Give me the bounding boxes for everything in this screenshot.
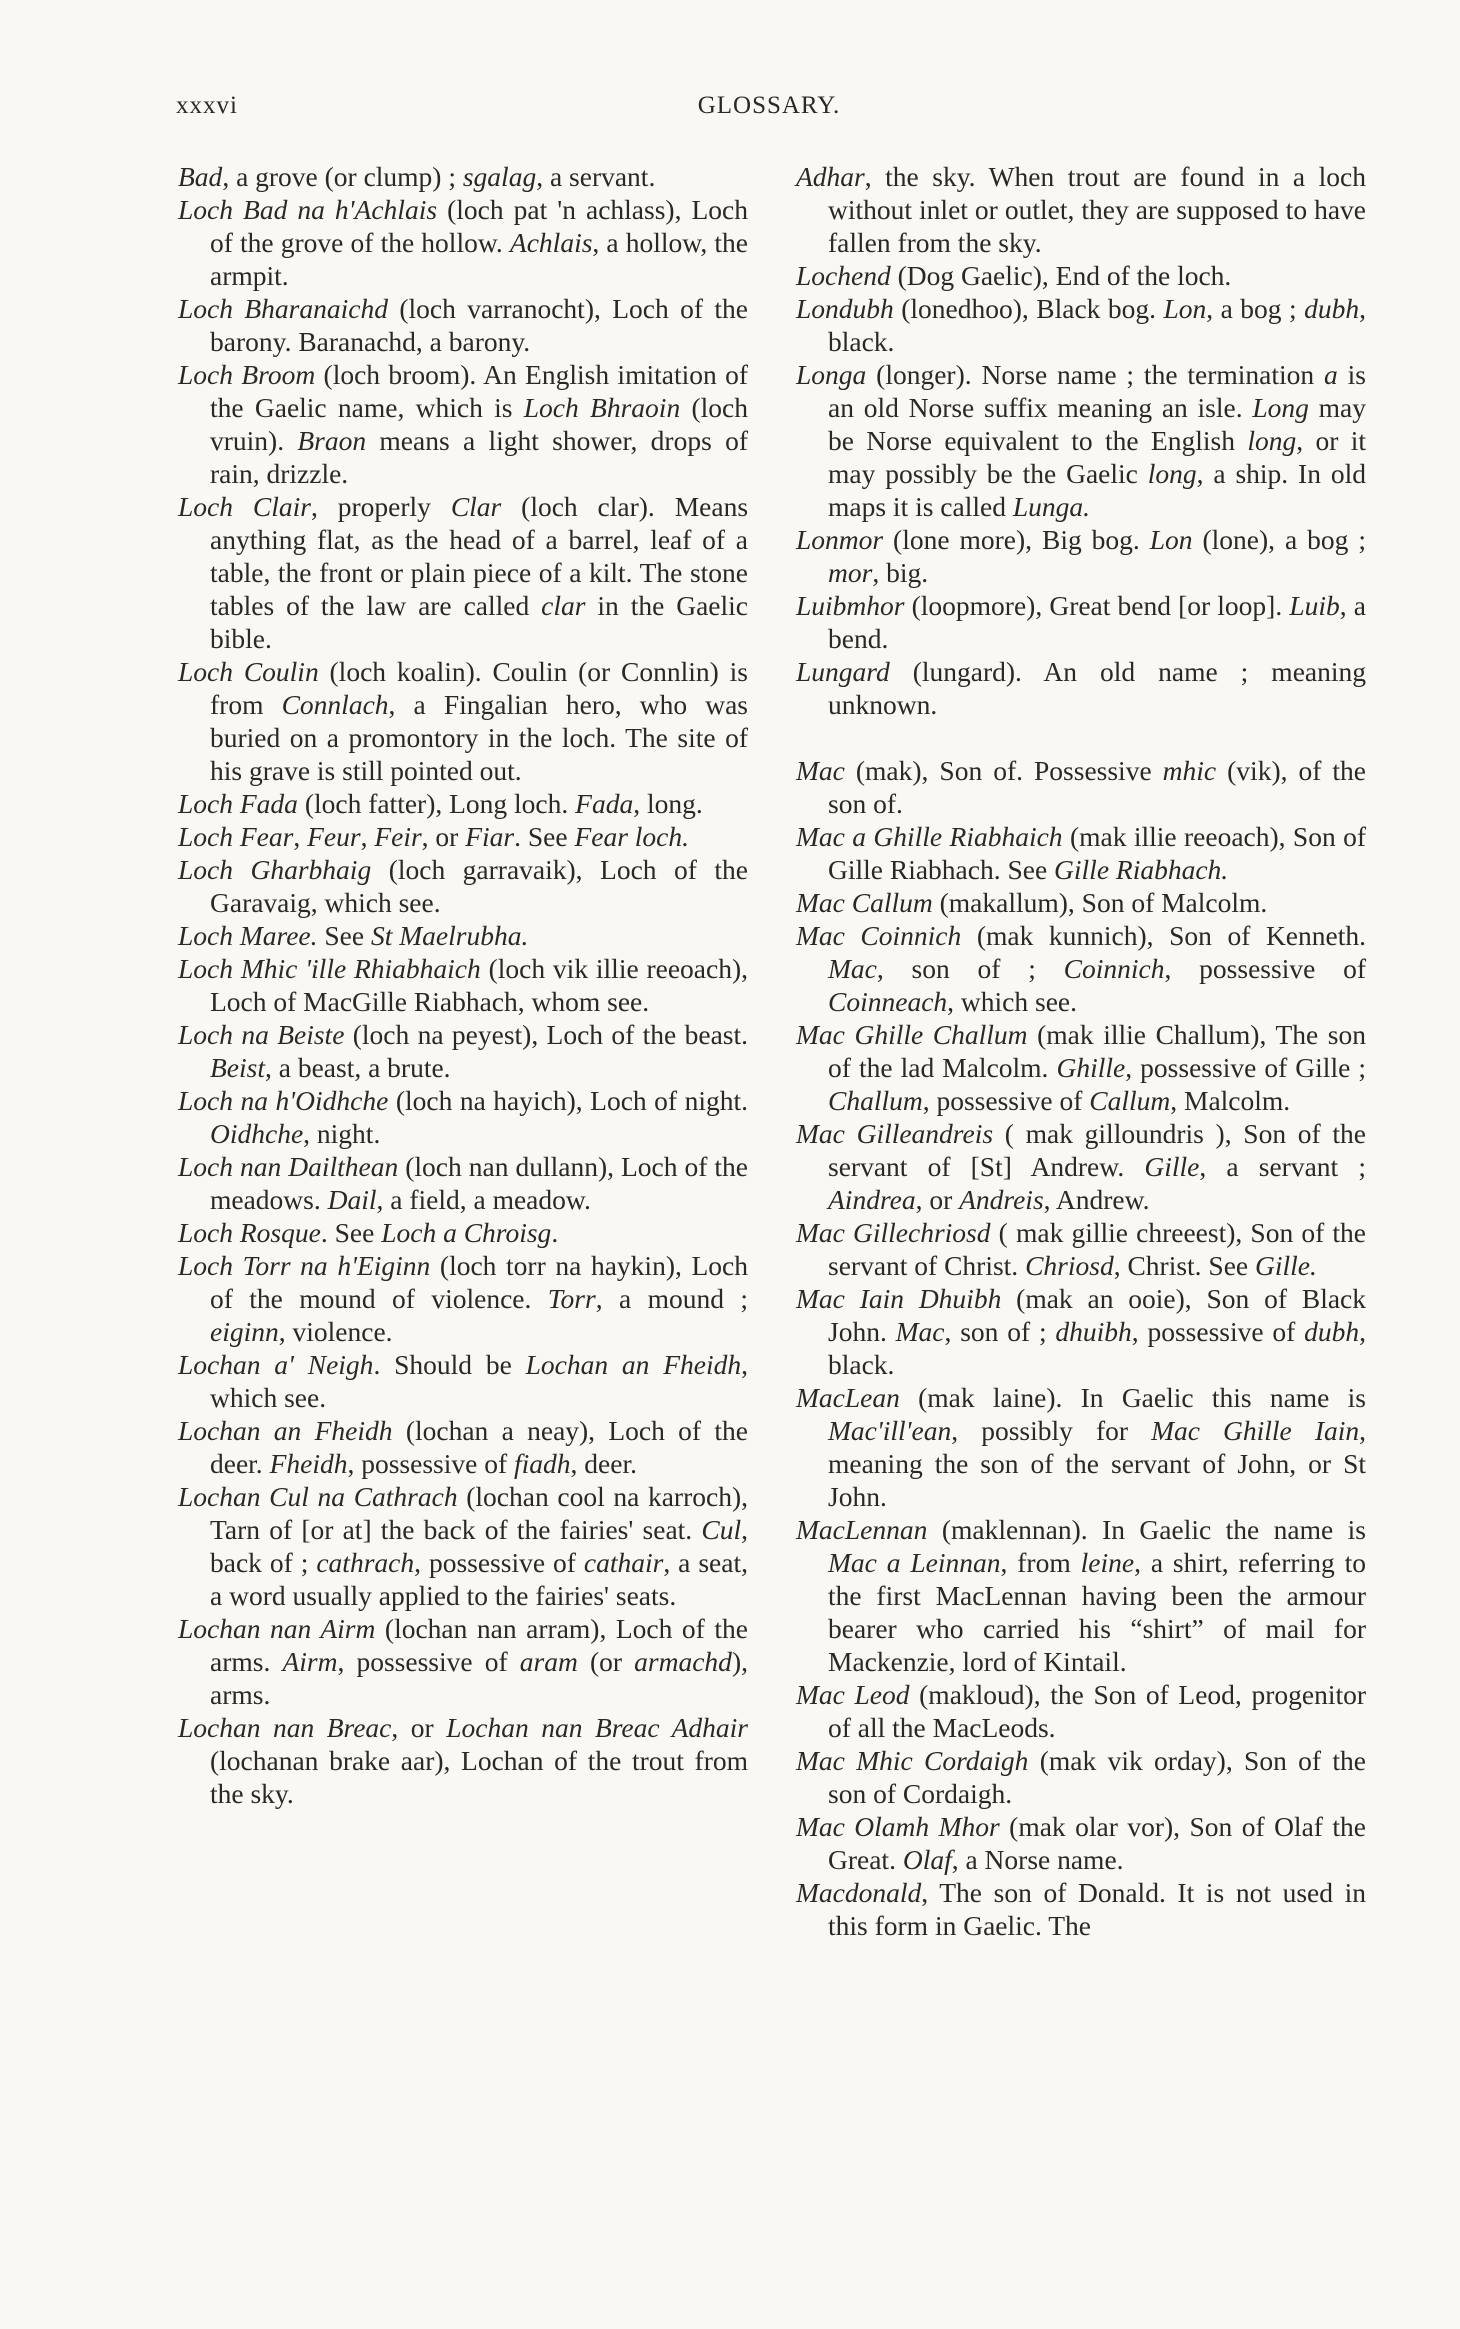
glossary-entry — [178, 952, 748, 1018]
entry-text: (or — [577, 1646, 635, 1677]
entry-text: (loch pat 'n achlass), Loch of the grove of the hollow. — [210, 194, 748, 258]
entry-text: , a Fingalian hero, who was buried on a promontory in the loch. The site of his grave is still pointed out. — [210, 689, 748, 786]
entry-term: Cul — [701, 1514, 742, 1545]
glossary-entry — [796, 160, 1366, 259]
entry-text: , which see. — [947, 986, 1077, 1017]
entry-term: Mac Gilleandreis — [796, 1118, 994, 1149]
entry-term: Loch na Beiste — [178, 1019, 345, 1050]
entry-term: Mac Olamh Mhor — [796, 1811, 1000, 1842]
glossary-entry — [178, 1612, 748, 1711]
entry-text: , possessive of — [347, 1448, 514, 1479]
entry-term: Mac Coinnich — [796, 920, 962, 951]
entry-text: . See — [320, 1217, 382, 1248]
entry-term: Aindrea — [828, 1184, 916, 1215]
entry-text: (lochanan brake aar), Lochan of the trout from the sky. — [210, 1745, 748, 1809]
entry-term: Loch Bad na h'Achlais — [178, 194, 438, 225]
entry-term: Achlais — [509, 227, 593, 258]
entry-term: Dail — [327, 1184, 377, 1215]
entry-text: (lochan a neay), Loch of the deer. — [210, 1415, 748, 1479]
glossary-entry — [796, 292, 1366, 358]
entry-text: (mak olar vor), Son of Olaf the Great. — [828, 1811, 1366, 1875]
entry-text: , a ship. In old maps it is called — [828, 458, 1366, 522]
entry-term: fiadh — [514, 1448, 571, 1479]
entry-term: Mac Ghille Iain — [1151, 1415, 1360, 1446]
entry-term: Mac'ill'ean — [828, 1415, 952, 1446]
entry-term: Loch Gharbhaig — [178, 854, 372, 885]
glossary-entry — [178, 292, 748, 358]
entry-text: means a light shower, drops of rain, drizzle. — [210, 425, 748, 489]
glossary-entry — [796, 1381, 1366, 1513]
entry-text: , a Norse name. — [951, 1844, 1124, 1875]
entry-term: Adhar — [796, 161, 865, 192]
entry-text: (loch fatter), Long loch. — [297, 788, 576, 819]
entry-text: , possibly for — [951, 1415, 1152, 1446]
entry-term: sgalag — [462, 161, 537, 192]
entry-term: cathrach — [316, 1547, 415, 1578]
glossary-entry — [796, 820, 1366, 886]
entry-text: (lone), a bog ; — [1192, 524, 1366, 555]
entry-term: Callum — [1089, 1085, 1171, 1116]
entry-text: (mak), Son of. Possessive — [844, 755, 1163, 786]
entry-term: Loch Mhic 'ille Rhiabhaich — [178, 953, 481, 984]
entry-term: Fheidh — [269, 1448, 348, 1479]
entry-term: MacLennan — [796, 1514, 928, 1545]
page-header — [176, 92, 1362, 126]
entry-text: (lochan cool na karroch), Tarn of [or at] the back of the fairies' seat. — [210, 1481, 748, 1545]
entry-term: Fear loch. — [574, 821, 690, 852]
glossary-entry — [178, 160, 748, 193]
entry-text: , or — [421, 821, 466, 852]
entry-term: Mac — [828, 953, 877, 984]
entry-text: , a grove (or clump) ; — [222, 161, 463, 192]
entry-term: Loch Bhraoin — [523, 392, 681, 423]
entry-text: (mak illie reeoach), Son of Gille Riabhach. See — [828, 821, 1366, 885]
entry-text: , — [360, 821, 375, 852]
entry-term: St Maelrubha. — [370, 920, 529, 951]
entry-term: Lochan nan Airm — [178, 1613, 376, 1644]
entry-term: Mac Gillechriosd — [796, 1217, 991, 1248]
entry-term: Ghille — [1056, 1052, 1126, 1083]
entry-term: Mac Ghille Challum — [796, 1019, 1028, 1050]
entry-term: Lochan an Fheidh — [525, 1349, 742, 1380]
entry-term: armachd — [634, 1646, 732, 1677]
entry-text: , back of ; — [210, 1514, 748, 1578]
glossary-entry — [178, 820, 748, 853]
entry-text: (loch broom). An English imitation of the Gaelic name, which is — [210, 359, 748, 423]
glossary-entry — [796, 1282, 1366, 1381]
entry-term: Mac Leod — [796, 1679, 910, 1710]
entry-term: Beist — [210, 1052, 265, 1083]
entry-term: Mac a Leinnan — [828, 1547, 1001, 1578]
entry-term: Lunga. — [1012, 491, 1090, 522]
entry-term: Longa — [796, 359, 867, 390]
entry-term: Feir — [374, 821, 422, 852]
entry-text: , a mound ; — [595, 1283, 748, 1314]
entry-text: , deer. — [570, 1448, 637, 1479]
entry-term: cathair — [583, 1547, 664, 1578]
entry-text: , a servant ; — [1199, 1151, 1366, 1182]
glossary-entry — [178, 1018, 748, 1084]
entry-term: Bad — [178, 161, 223, 192]
glossary-entry — [178, 787, 748, 820]
entry-term: Macdonald — [796, 1877, 922, 1908]
entry-term: Loch Fada — [178, 788, 298, 819]
entry-text: , from — [1000, 1547, 1081, 1578]
entry-term: Challum — [828, 1085, 923, 1116]
entry-term: Long — [1252, 392, 1309, 423]
entry-text: , or — [391, 1712, 447, 1743]
entry-text: , black. — [828, 293, 1366, 357]
entry-term: Londubh — [796, 293, 894, 324]
entry-term: Gille Riabhach. — [1054, 854, 1229, 885]
entry-text: , which see. — [210, 1349, 749, 1413]
glossary-entry — [796, 655, 1366, 721]
entry-term: Luib — [1289, 590, 1340, 621]
entry-text: (loch na hayich), Loch of night. — [388, 1085, 748, 1116]
glossary-entry — [796, 1744, 1366, 1810]
glossary-entry — [178, 1711, 748, 1810]
entry-text: , night. — [303, 1118, 381, 1149]
glossary-entry — [178, 655, 748, 787]
entry-text: , violence. — [278, 1316, 393, 1347]
glossary-entry — [178, 358, 748, 490]
entry-term: Loch nan Dailthean — [178, 1151, 399, 1182]
entry-text: , or it may possibly be the Gaelic — [828, 425, 1366, 489]
entry-term: Oidhche — [210, 1118, 304, 1149]
entry-text: See — [317, 920, 371, 951]
entry-text: (lochan nan arram), Loch of the arms. — [210, 1613, 748, 1677]
entry-term: long — [1147, 458, 1197, 489]
entry-text: , possessive of — [922, 1085, 1090, 1116]
entry-text: (mak laine). In Gaelic this name is — [899, 1382, 1366, 1413]
entry-text: (loch koalin). Coulin (or Connlin) is from — [210, 656, 748, 720]
glossary-entry — [178, 1150, 748, 1216]
entry-text: (vik), of the son of. — [828, 755, 1366, 819]
entry-term: Loch Rosque — [178, 1217, 321, 1248]
glossary-entry — [796, 1678, 1366, 1744]
glossary-entry — [178, 919, 748, 952]
entry-text: (mak an ooie), Son of Black John. — [828, 1283, 1366, 1347]
entry-text: (makallum), Son of Malcolm. — [932, 887, 1268, 918]
entry-term: eiginn — [210, 1316, 279, 1347]
entry-text: , or — [915, 1184, 960, 1215]
entry-text: . Should be — [373, 1349, 526, 1380]
entry-text: , a servant. — [536, 161, 656, 192]
entry-text: (lungard). An old name ; meaning unknown. — [828, 656, 1366, 720]
entry-text: (makloud), the Son of Leod, progenitor of all the MacLeods. — [828, 1679, 1367, 1743]
entry-text: (mak illie Challum), The son of the lad Malcolm. — [828, 1019, 1366, 1083]
entry-term: Loch Broom — [178, 359, 316, 390]
entry-text: (loch clar). Means anything flat, as the head of a barrel, leaf of a table, the front or plain piece of a kilt. The stone tables of the law are called — [210, 491, 749, 621]
entry-term: mor — [828, 557, 873, 588]
entry-text: (loch vik illie reeoach), Loch of MacGille Riabhach, whom see. — [210, 953, 749, 1017]
entry-term: Loch a Chroisg — [381, 1217, 552, 1248]
entry-text: , big. — [872, 557, 929, 588]
entry-term: Lonmor — [796, 524, 884, 555]
entry-term: dubh — [1304, 293, 1360, 324]
entry-text: , long. — [633, 788, 703, 819]
entry-text: , son of ; — [944, 1316, 1056, 1347]
entry-text: in the Gaelic bible. — [210, 590, 748, 654]
glossary-entry — [796, 1117, 1366, 1216]
glossary-entry — [178, 1216, 748, 1249]
entry-term: Loch Maree. — [178, 920, 318, 951]
glossary-entry — [796, 1810, 1366, 1876]
entry-term: Andreis — [959, 1184, 1044, 1215]
glossary-entry — [178, 1348, 748, 1414]
entry-term: Braon — [297, 425, 367, 456]
section-gap — [796, 721, 1366, 754]
right-column — [796, 160, 1366, 1942]
entry-term: Mac — [895, 1316, 945, 1347]
entry-text: (loch na peyest), Loch of the beast. — [344, 1019, 748, 1050]
glossary-entry — [178, 1414, 748, 1480]
entry-text: (lone more), Big bog. — [883, 524, 1150, 555]
entry-text: , possessive of — [337, 1646, 520, 1677]
entry-text: , The son of Donald. It is not used in this form in Gaelic. The — [828, 1877, 1366, 1941]
page-title: GLOSSARY. — [697, 92, 841, 119]
entry-term: aram — [519, 1646, 578, 1677]
entry-term: Lon — [1163, 293, 1207, 324]
entry-term: Loch Torr na h'Eiginn — [178, 1250, 431, 1281]
entry-term: Loch Clair — [178, 491, 311, 522]
entry-term: Gille. — [1255, 1250, 1317, 1281]
entry-term: Fada — [575, 788, 634, 819]
entry-term: Lochan nan Breac — [178, 1712, 392, 1743]
entry-term: Mac Mhic Cordaigh — [796, 1745, 1029, 1776]
glossary-entry — [796, 1216, 1366, 1282]
entry-term: Olaf — [902, 1844, 952, 1875]
entry-text: (loch garravaik), Loch of the Garavaig, which see. — [210, 854, 749, 918]
glossary-entry — [178, 853, 748, 919]
entry-text: , a beast, a brute. — [265, 1052, 451, 1083]
entry-term: Fiar — [465, 821, 515, 852]
entry-text: (loch varranocht), Loch of the barony. Baranachd, a barony. — [210, 293, 748, 357]
entry-text: , meaning the son of the servant of John, or St John. — [828, 1415, 1366, 1512]
entry-text: ), arms. — [210, 1646, 748, 1710]
entry-text: , black. — [828, 1316, 1366, 1380]
entry-term: dubh — [1304, 1316, 1360, 1347]
entry-term: Clar — [450, 491, 502, 522]
entry-text: (loch vruin). — [210, 392, 748, 456]
entry-term: long — [1247, 425, 1297, 456]
entry-text: (longer). Norse name ; the termination — [866, 359, 1325, 390]
entry-term: Lungard — [796, 656, 890, 687]
entry-term: Lochend — [796, 260, 891, 291]
entry-term: a — [1324, 359, 1338, 390]
entry-text: , properly — [310, 491, 451, 522]
entry-term: Loch Coulin — [178, 656, 319, 687]
entry-text: , Malcolm. — [1170, 1085, 1291, 1116]
glossary-entry — [796, 523, 1366, 589]
entry-term: Mac a Ghille Riabhaich — [796, 821, 1063, 852]
entry-term: Coinneach — [828, 986, 948, 1017]
entry-text: , Andrew. — [1043, 1184, 1150, 1215]
entry-term: Luibmhor — [796, 590, 905, 621]
entry-term: Lochan nan Breac Adhair — [446, 1712, 748, 1743]
entry-text: . — [551, 1217, 559, 1248]
entry-term: Mac Callum — [796, 887, 933, 918]
glossary-entry — [796, 886, 1366, 919]
entry-term: Chriosd — [1025, 1250, 1114, 1281]
glossary-entry — [796, 1018, 1366, 1117]
entry-term: Lon — [1149, 524, 1193, 555]
entry-term: Connlach — [281, 689, 389, 720]
glossary-entry — [178, 1249, 748, 1348]
entry-text: (lonedhoo), Black bog. — [893, 293, 1164, 324]
entry-text: , possessive of — [1164, 953, 1366, 984]
entry-text: is an old Norse suffix meaning an isle. — [828, 359, 1367, 423]
entry-term: Coinnich — [1063, 953, 1165, 984]
entry-text: (Dog Gaelic), End of the loch. — [890, 260, 1232, 291]
entry-term: Mac Iain Dhuibh — [796, 1283, 1002, 1314]
entry-text: , possessive of Gille ; — [1125, 1052, 1366, 1083]
entry-text: may be Norse equivalent to the English — [828, 392, 1366, 456]
entry-text: ( mak gilloundris ), Son of the servant of [St] Andrew. — [828, 1118, 1366, 1182]
glossary-entry — [796, 259, 1366, 292]
entry-text: , the sky. When trout are found in a loch without inlet or outlet, they are supposed to have fallen from the sky. — [828, 161, 1366, 258]
entry-text: , — [293, 821, 308, 852]
entry-text: , possessive of — [414, 1547, 584, 1578]
entry-text: , a hollow, the armpit. — [210, 227, 748, 291]
glossary-entry — [796, 589, 1366, 655]
glossary-entry — [178, 1480, 748, 1612]
entry-term: mhic — [1162, 755, 1217, 786]
entry-text: . See — [514, 821, 575, 852]
entry-text: (loch nan dullann), Loch of the meadows. — [210, 1151, 748, 1215]
glossary-entry — [178, 193, 748, 292]
entry-term: Airm — [282, 1646, 338, 1677]
glossary-entry — [178, 1084, 748, 1150]
entry-text: (loopmore), Great bend [or loop]. — [904, 590, 1290, 621]
glossary-entry — [178, 490, 748, 655]
page-number: xxxvi — [176, 92, 238, 119]
glossary-entry — [796, 754, 1366, 820]
entry-term: Loch na h'Oidhche — [178, 1085, 389, 1116]
glossary-entry — [796, 1513, 1366, 1678]
entry-term: Feur — [307, 821, 361, 852]
entry-text: (mak kunnich), Son of Kenneth. — [961, 920, 1366, 951]
entry-term: clar — [541, 590, 586, 621]
entry-term: Loch Fear — [178, 821, 294, 852]
entry-text: , a field, a meadow. — [376, 1184, 591, 1215]
entry-text: , a shirt, referring to the first MacLennan having been the armour bearer who carried his “shirt” of mail for Mackenzie, lord of Kintail. — [828, 1547, 1366, 1677]
entry-text: (mak vik orday), Son of the son of Cordaigh. — [828, 1745, 1366, 1809]
entry-text: ( mak gillie chreeest), Son of the servant of Christ. — [828, 1217, 1366, 1281]
entry-term: Lochan an Fheidh — [178, 1415, 393, 1446]
entry-text: , Christ. See — [1113, 1250, 1256, 1281]
entry-term: leine — [1080, 1547, 1135, 1578]
entry-term: Mac — [796, 755, 845, 786]
entry-term: dhuibh — [1055, 1316, 1132, 1347]
entry-text: , a seat, a word usually applied to the fairies' seats. — [210, 1547, 748, 1611]
entry-text: , a bog ; — [1206, 293, 1305, 324]
entry-text: , possessive of — [1131, 1316, 1305, 1347]
glossary-entry — [796, 358, 1366, 523]
glossary-entry — [796, 919, 1366, 1018]
entry-text: (loch torr na haykin), Loch of the mound of violence. — [210, 1250, 748, 1314]
left-column — [178, 160, 748, 1810]
entry-term: Loch Bharanaichd — [178, 293, 388, 324]
entry-term: Gille — [1144, 1151, 1200, 1182]
entry-term: MacLean — [796, 1382, 900, 1413]
entry-term: Lochan a' Neigh — [178, 1349, 374, 1380]
entry-term: Torr — [547, 1283, 596, 1314]
entry-text: , a bend. — [828, 590, 1366, 654]
entry-text: (maklennan). In Gaelic the name is — [927, 1514, 1366, 1545]
entry-text: , son of ; — [876, 953, 1064, 984]
glossary-entry — [796, 1876, 1366, 1942]
entry-term: Lochan Cul na Cathrach — [178, 1481, 458, 1512]
